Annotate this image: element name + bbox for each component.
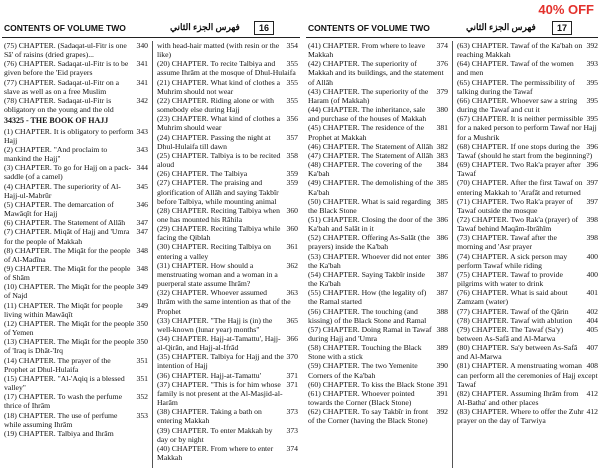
toc-entry <box>308 343 448 361</box>
toc-entry <box>308 142 448 151</box>
toc-entry <box>457 197 598 215</box>
left-page-header <box>2 20 300 38</box>
toc-entry-title: (78) CHAPTER. Tawaf with ablution <box>457 315 573 325</box>
toc-entry <box>157 78 298 96</box>
toc-entry-page: 393 <box>586 59 598 69</box>
toc-entry-title: (52) CHAPTER. Offering As-Salāt (the prayers) inside the Ka'bah <box>308 233 430 252</box>
toc-entry <box>308 389 448 407</box>
toc-entry-page: 370 <box>286 352 298 362</box>
right-page <box>306 20 598 468</box>
toc-entry <box>157 407 298 425</box>
toc-entry <box>157 261 298 288</box>
toc-entry-page: 384 <box>436 160 448 170</box>
toc-entry-title: (76) CHAPTER. Sadaqat-ul-Fitr is to be given before the 'Eid prayers <box>4 59 129 78</box>
toc-entry <box>457 233 598 251</box>
toc-entry-page: 355 <box>286 77 298 87</box>
toc-entry-title: (18) CHAPTER. The use of perfume while assuming Ihrām <box>4 410 118 429</box>
toc-entry-title: (14) CHAPTER. The prayer of the Prophet at Dhul-Hulaifa <box>4 355 111 374</box>
toc-entry-title: (53) CHAPTER. Whoever did not enter the Ka'bah <box>308 251 431 270</box>
toc-entry-page: 344 <box>136 163 148 173</box>
left-column-2 <box>152 41 298 468</box>
toc-entry-title: (67) CHAPTER. It is neither permissible for a naked person to perform Tawaf nor Hajj for a Mushrik <box>457 114 597 142</box>
toc-entry <box>308 151 448 160</box>
toc-entry-page: 385 <box>436 178 448 188</box>
toc-entry <box>157 444 298 462</box>
toc-entry-page: 398 <box>586 214 598 224</box>
toc-entry-page: 388 <box>436 324 448 334</box>
toc-entry <box>308 270 448 288</box>
left-column-1 <box>4 41 148 468</box>
toc-entry-page: 373 <box>286 425 298 435</box>
toc-entry-title: (69) CHAPTER. Two Rak'a prayer after Tawaf <box>457 160 581 179</box>
toc-entry <box>308 87 448 105</box>
toc-entry-title: (77) CHAPTER. Tawaf of the Qārin <box>457 306 569 316</box>
toc-entry <box>157 426 298 444</box>
toc-entry <box>457 59 598 77</box>
toc-entry <box>457 178 598 196</box>
toc-entry <box>4 182 148 200</box>
toc-entry-page: 373 <box>286 407 298 417</box>
toc-entry-title: (77) CHAPTER. Sadaqat-ul-Fitr on a slave as well as on a free Muslim <box>4 77 120 96</box>
toc-entry-title: (62) CHAPTER. To say Takbīr in front of the Corner (having the Black Stone) <box>308 407 429 426</box>
toc-entry-title: (46) CHAPTER. The Statement of Allāh <box>308 141 433 151</box>
toc-entry-page: 351 <box>136 373 148 383</box>
toc-entry <box>4 78 148 96</box>
toc-entry <box>157 206 298 224</box>
toc-entry-title: (25) CHAPTER. Talbiya is to be recited aloud <box>157 150 281 170</box>
toc-entry-title: (10) CHAPTER. The Miqāt for the people of Najd <box>4 282 135 301</box>
right-page-header <box>306 20 598 38</box>
toc-entry-title: (45) CHAPTER. The residence of the Prophet at Makkah <box>308 123 424 142</box>
toc-entry <box>457 215 598 233</box>
right-column-2 <box>452 41 598 468</box>
toc-entry-page: 352 <box>136 392 148 402</box>
toc-entry-title: (61) CHAPTER. Whoever pointed towards the Corner (Black Stone) <box>308 388 415 408</box>
toc-entry-page: 366 <box>286 334 298 343</box>
left-page <box>2 20 300 468</box>
left-page-number: 16 <box>254 21 274 35</box>
toc-entry-page: 412 <box>586 407 598 417</box>
toc-entry-title: (4) CHAPTER. The superiority of Al-Hajj-ul-Mabrūr <box>4 181 121 200</box>
section-page: 343 <box>4 116 16 126</box>
toc-entry-page: 355 <box>286 59 298 69</box>
toc-entry-title: (19) CHAPTER. Talbiya and Ihrām <box>4 428 114 438</box>
toc-entry-page: 400 <box>586 269 598 279</box>
toc-entry-page: 353 <box>136 410 148 420</box>
toc-entry-page: 347 <box>136 227 148 237</box>
toc-entry-title: (26) CHAPTER. The Talbiya <box>157 169 248 179</box>
toc-entry <box>457 160 598 178</box>
toc-entry <box>308 123 448 141</box>
toc-entry <box>4 127 148 145</box>
toc-entry <box>4 59 148 77</box>
toc-entry <box>4 319 148 337</box>
toc-entry <box>4 145 148 163</box>
toc-entry-page: 391 <box>436 388 448 398</box>
toc-entry <box>308 252 448 270</box>
toc-entry-title: (51) CHAPTER. Closing the door of the Ka'bah and Salāt in it <box>308 214 433 234</box>
toc-entry-title: (50) CHAPTER. What is said regarding the Black Stone <box>308 196 431 215</box>
toc-entry <box>157 352 298 370</box>
toc-entry-title: (32) CHAPTER. Whoever assumed Ihrām with the same intention as that of the Prophet <box>157 288 291 316</box>
toc-entry-title: (9) CHAPTER. The Miqāt for the people of Shām <box>4 264 131 283</box>
toc-entry-page: 379 <box>436 86 448 96</box>
toc-entry-title: (70) CHAPTER. After the first Tawaf on entering Makkah to 'Arafāt and returned <box>457 178 583 197</box>
toc-entry-title: (71) CHAPTER. Two Rak'a prayer of Tawaf outside the mosque <box>457 196 573 215</box>
toc-entry <box>4 392 148 410</box>
toc-entry-title: (24) CHAPTER. Passing the night at Dhul-Hulaifa till dawn <box>157 132 271 151</box>
toc-entry-title: (81) CHAPTER. A menstruating woman can perform all the ceremonies of Hajj except Tawaf <box>457 361 598 389</box>
toc-entry-title: (29) CHAPTER. Reciting Talbiya while facing the Qiblah <box>157 224 281 243</box>
toc-entry-page: 360 <box>286 224 298 234</box>
toc-entry-page: 371 <box>286 379 298 389</box>
toc-entry-title: (28) CHAPTER. Reciting Talbiya when one has mounted his Rāhila <box>157 205 280 224</box>
toc-entry-title: (20) CHAPTER. To recite Talbiya and assume Ihrām at the mosque of Dhul-Hulaifa <box>157 59 296 78</box>
toc-entry-page: 392 <box>436 407 448 417</box>
toc-entry-title: (11) CHAPTER. The Miqāt for people living within Mawāqīt <box>4 300 123 319</box>
toc-entry-title: (63) CHAPTER. Tawaf of the Ka'bah on reaching Makkah <box>457 41 583 60</box>
toc-entry-page: 395 <box>586 95 598 105</box>
toc-entry-page: 343 <box>136 126 148 136</box>
toc-entry-page: 374 <box>436 41 448 50</box>
toc-entry <box>308 41 448 59</box>
toc-entry-title: (44) CHAPTER. The inheritance, sale and purchase of the houses of Makkah <box>308 105 427 124</box>
toc-entry <box>457 307 598 316</box>
toc-entry-page: 402 <box>586 306 598 316</box>
toc-entry-page: 346 <box>136 199 148 209</box>
toc-entry <box>157 96 298 114</box>
toc-entry-title: (40) CHAPTER. From where to enter Makkah <box>157 443 274 463</box>
discount-badge: 40% OFF <box>510 0 600 20</box>
toc-entry-title: (21) CHAPTER. What kind of clothes a Muhrim should not wear <box>157 77 281 96</box>
toc-entry-page: 404 <box>586 315 598 325</box>
toc-entry <box>4 200 148 218</box>
toc-entry-page: 340 <box>136 41 148 50</box>
toc-entry <box>4 337 148 355</box>
toc-entry <box>308 307 448 325</box>
toc-entry <box>308 160 448 178</box>
toc-entry <box>4 227 148 245</box>
toc-entry <box>308 105 448 123</box>
toc-entry <box>157 169 298 178</box>
toc-entry-title: (60) CHAPTER. To kiss the Black Stone <box>308 379 434 389</box>
toc-entry-page: 386 <box>436 251 448 261</box>
toc-entry-page: 359 <box>286 169 298 179</box>
toc-entry <box>4 96 148 114</box>
toc-entry <box>457 325 598 343</box>
toc-entry <box>457 114 598 141</box>
toc-entry-title: (65) CHAPTER. The permissibility of talking during the Tawaf <box>457 77 575 96</box>
toc-entry-page: 392 <box>586 41 598 50</box>
toc-entry-title: (2) CHAPTER. "And proclaim to mankind the Hajj" <box>4 144 108 164</box>
toc-section-heading <box>4 116 148 125</box>
toc-entry-title: (55) CHAPTER. How (the legality of) the Ramal started <box>308 288 427 307</box>
toc-entry-title: (80) CHAPTER. Sa'y between As-Safā and Al-Marwa <box>457 343 578 362</box>
toc-entry-title: (12) CHAPTER. The Miqāt for the people of Yemen <box>4 318 135 338</box>
toc-entry-page: 383 <box>436 150 448 160</box>
toc-entry-page: 354 <box>286 41 298 50</box>
toc-entry <box>457 252 598 270</box>
toc-entry-title: (66) CHAPTER. Whoever saw a string during the Tawaf and cut it <box>457 95 578 115</box>
toc-entry-page: 350 <box>136 318 148 328</box>
toc-entry <box>308 59 448 86</box>
toc-entry <box>157 133 298 151</box>
toc-entry-page: 349 <box>136 282 148 292</box>
toc-entry-page: 386 <box>436 214 448 224</box>
toc-entry <box>157 380 298 407</box>
toc-entry <box>4 374 148 392</box>
toc-entry-page: 348 <box>136 245 148 255</box>
toc-entry <box>4 41 148 59</box>
toc-entry-title: (42) CHAPTER. The superiority of Makkah and its buildings, and the statement of Allāh <box>308 59 444 87</box>
toc-entry <box>4 218 148 227</box>
toc-entry-page: 382 <box>436 141 448 151</box>
toc-entry <box>457 142 598 160</box>
toc-entry-page: 407 <box>586 343 598 353</box>
toc-entry-page: 400 <box>586 251 598 261</box>
toc-entry-page: 342 <box>136 95 148 105</box>
toc-entry-title: (27) CHAPTER. The praising and glorification of Allāh and saying Takbīr before Talbiya, while mounting animal <box>157 178 279 206</box>
toc-entry-page: 396 <box>586 141 598 151</box>
toc-entry-title: (73) CHAPTER. Tawaf after the morning and 'Asr prayer <box>457 233 557 252</box>
toc-entry <box>308 325 448 343</box>
toc-entry-page: 380 <box>436 105 448 115</box>
toc-entry-page: 395 <box>586 77 598 87</box>
toc-entry <box>457 288 598 306</box>
toc-entry-title: (6) CHAPTER. The Statement of Allāh <box>4 218 126 228</box>
toc-entry <box>308 288 448 306</box>
toc-entry-title: (3) CHAPTER. To go for Hajj on a pack-saddle (of a camel) <box>4 163 132 182</box>
toc-entry-page: 358 <box>286 150 298 160</box>
toc-entry-title: (76) CHAPTER. What is said about Zamzam (water) <box>457 288 568 307</box>
toc-entry <box>157 316 298 334</box>
toc-entry <box>157 151 298 169</box>
toc-entry-title: (59) CHAPTER. The two Yemenite Corners of the Ka'bah <box>308 361 418 380</box>
toc-entry-page: 374 <box>286 443 298 453</box>
toc-entry <box>157 59 298 77</box>
toc-entry-title: (37) CHAPTER. "This is for him whose family is not present at the Al-Masjid-al-Harām <box>157 379 283 408</box>
toc-entry <box>4 246 148 264</box>
toc-entry-title: (1) CHAPTER. It is obligatory to perform Hajj <box>4 126 134 145</box>
toc-entry-page: 412 <box>586 388 598 398</box>
toc-entry-page: 389 <box>436 343 448 353</box>
toc-entry-page: 387 <box>436 269 448 279</box>
left-header-title: CONTENTS OF VOLUME TWO <box>4 23 126 33</box>
toc-entry <box>4 429 148 438</box>
toc-entry-page: 359 <box>286 178 298 188</box>
toc-entry-title: (5) CHAPTER. The demarcation of Mawāqīt for Hajj <box>4 199 114 219</box>
toc-entry-page: 360 <box>286 205 298 215</box>
toc-entry-title: (57) CHAPTER. Doing Ramal in Tawaf during Hajj and 'Umra <box>308 324 432 343</box>
toc-entry-title: (43) CHAPTER. The superiority of the Haram (of Makkah) <box>308 86 429 105</box>
right-header-title: CONTENTS OF VOLUME TWO <box>308 23 430 33</box>
toc-entry <box>4 282 148 300</box>
toc-entry-title: (68) CHAPTER. If one stops during the Tawaf (should he start from the beginning?) <box>457 141 593 160</box>
toc-entry-title: (49) CHAPTER. The demolishing of the Ka'bah <box>308 178 433 197</box>
toc-entry <box>4 264 148 282</box>
toc-entry <box>157 288 298 315</box>
toc-entry-title: with head-hair matted (with resin or the like) <box>157 41 280 60</box>
toc-entry-title: (74) CHAPTER. A sick person may perform Tawaf while riding <box>457 251 568 270</box>
toc-entry <box>157 114 298 132</box>
toc-entry-page: 391 <box>436 379 448 389</box>
toc-entry <box>4 356 148 374</box>
toc-entry-page: 371 <box>286 370 298 380</box>
toc-entry-title: (35) CHAPTER. Talbiya for Hajj and the intention of Hajj <box>157 352 284 371</box>
toc-entry-page: 349 <box>136 300 148 310</box>
toc-entry-page: 362 <box>286 260 298 270</box>
toc-entry-title: (13) CHAPTER. The Miqāt for the people of 'Iraq is Dhāt-'Irq <box>4 337 135 356</box>
toc-entry-title: (41) CHAPTER. From where to leave Makkah <box>308 41 425 60</box>
toc-entry-title: (7) CHAPTER. Miqāt of Hajj and 'Umra for the people of Makkah <box>4 227 130 246</box>
toc-entry-title: (64) CHAPTER. Tawaf of the women and men <box>457 59 574 78</box>
toc-entry <box>308 380 448 389</box>
toc-entry-title: (58) CHAPTER. Touching the Black Stone with a stick <box>308 343 422 362</box>
toc-entry-page: 347 <box>136 218 148 228</box>
toc-entry-page: 341 <box>136 59 148 69</box>
toc-entry-page: 397 <box>586 178 598 188</box>
toc-entry-title: (79) CHAPTER. The Tawaf (Sa'y) between As-Safā and Al-Marwa <box>457 324 564 343</box>
toc-entry-page: 408 <box>586 361 598 371</box>
toc-entry-page: 386 <box>436 233 448 243</box>
toc-entry-page: 381 <box>436 123 448 133</box>
toc-entry <box>4 163 148 181</box>
toc-entry <box>308 178 448 196</box>
toc-entry-page: 341 <box>136 77 148 87</box>
toc-entry-title: (48) CHAPTER. The covering of the Ka'bah <box>308 160 422 179</box>
toc-entry-title: (38) CHAPTER. Taking a bath on entering Makkah <box>157 407 262 426</box>
toc-entry-page: 350 <box>136 337 148 347</box>
toc-entry-title: (47) CHAPTER. The Statement of Allāh <box>308 150 433 160</box>
toc-entry <box>457 407 598 425</box>
toc-entry-page: 343 <box>136 144 148 154</box>
toc-entry <box>457 96 598 114</box>
toc-entry-page: 405 <box>586 324 598 334</box>
toc-entry <box>457 41 598 59</box>
toc-entry <box>457 78 598 96</box>
toc-entry-title: (8) CHAPTER. The Miqāt for the people of Al-Madīna <box>4 245 131 264</box>
toc-entry-page: 397 <box>586 196 598 206</box>
toc-entry-title: (82) CHAPTER. Assuming Ihrām from Al-Batha' and other places <box>457 388 579 408</box>
toc-entry-title: (23) CHAPTER. What kind of clothes a Muhrim should wear <box>157 114 281 133</box>
toc-entry <box>157 242 298 260</box>
toc-entry <box>308 215 448 233</box>
toc-entry <box>4 411 148 429</box>
toc-entry <box>457 316 598 325</box>
toc-entry-title: (22) CHAPTER. Riding alone or with somebody else during Hajj <box>157 95 275 115</box>
toc-entry <box>457 343 598 361</box>
toc-entry-title: (39) CHAPTER. To enter Makkah by day or by night <box>157 425 273 444</box>
toc-entry-page: 388 <box>436 306 448 316</box>
toc-entry-page: 365 <box>286 315 298 325</box>
toc-entry-title: (72) CHAPTER. Two Rak'a (prayer) of Tawaf behind Maqām-Ibrāhīm <box>457 214 579 234</box>
toc-entry-title: (34) CHAPTER. Hajj-at-Tamattu', Hajj-al-Qirān, and Hajj-al-Ifrād <box>157 334 281 353</box>
toc-entry-page: 355 <box>286 95 298 105</box>
section-title: 25 - THE BOOK OF HAJJ <box>16 116 109 126</box>
toc-entry-page: 376 <box>436 59 448 69</box>
right-page-number: 17 <box>552 21 572 35</box>
toc-entry-page: 396 <box>586 160 598 170</box>
toc-entry-title: (33) CHAPTER. "The Hajj is (in) the well-known (lunar year) months" <box>157 315 273 334</box>
toc-entry-title: (78) CHAPTER. Sadaqat-ul-Fitr is obligatory on the young and the old <box>4 95 114 115</box>
toc-entry-page: 363 <box>286 288 298 298</box>
toc-entry-title: (17) CHAPTER. To wash the perfume thrice of Ihrām <box>4 392 123 411</box>
toc-entry-page: 345 <box>136 181 148 191</box>
toc-entry <box>308 361 448 379</box>
toc-entry <box>157 224 298 242</box>
toc-entry-title: (15) CHAPTER. "Al-'Aqiq is a blessed valley" <box>4 373 125 393</box>
toc-entry-page: 390 <box>436 361 448 371</box>
toc-entry <box>457 389 598 407</box>
toc-entry-page: 387 <box>436 288 448 298</box>
toc-entry-page: 357 <box>286 132 298 142</box>
toc-entry-page: 356 <box>286 114 298 124</box>
toc-entry-title: (31) CHAPTER. How should a menstruating woman and a woman in a puerperal state assume Ihrām? <box>157 260 278 289</box>
toc-entry-title: (30) CHAPTER. Reciting Talbiya on entering a valley <box>157 242 271 261</box>
toc-entry-page: 351 <box>136 355 148 365</box>
left-header-arabic: فهرس الجزء الثاني <box>170 22 240 32</box>
toc-entry <box>308 233 448 251</box>
toc-entry-title: (54) CHAPTER. Saying Takbīr inside the Ka'bah <box>308 269 425 289</box>
toc-entry-page: 348 <box>136 264 148 273</box>
toc-entry <box>308 407 448 425</box>
toc-entry <box>157 334 298 352</box>
toc-entry-page: 398 <box>586 233 598 243</box>
toc-entry <box>157 371 298 380</box>
toc-entry-page: 385 <box>436 196 448 206</box>
toc-entry <box>457 361 598 388</box>
toc-entry-title: (83) CHAPTER. Where to offer the Zuhr prayer on the day of Tarwiya <box>457 407 584 426</box>
toc-entry-page: 395 <box>586 114 598 124</box>
toc-entry <box>157 178 298 205</box>
toc-entry <box>457 270 598 288</box>
right-column-1 <box>308 41 448 468</box>
toc-entry-title: (75) CHAPTER. (Sadaqat-ul-Fitr is one Sā' of raisins (dried grapes)... <box>4 41 127 60</box>
toc-entry-title: (36) CHAPTER. Hajj-at-Tamattu' <box>157 370 261 380</box>
toc-entry <box>308 197 448 215</box>
right-header-arabic: فهرس الجزء الثاني <box>466 22 536 32</box>
toc-entry <box>4 301 148 319</box>
toc-entry <box>157 41 298 59</box>
toc-entry-title: (56) CHAPTER. The touching (and kissing) of the Black Stone and Ramal <box>308 306 427 325</box>
toc-entry-title: (75) CHAPTER. Tawaf to provide pilgrims with water to drink <box>457 269 563 289</box>
toc-entry-page: 361 <box>286 242 298 252</box>
toc-entry-page: 401 <box>586 288 598 298</box>
